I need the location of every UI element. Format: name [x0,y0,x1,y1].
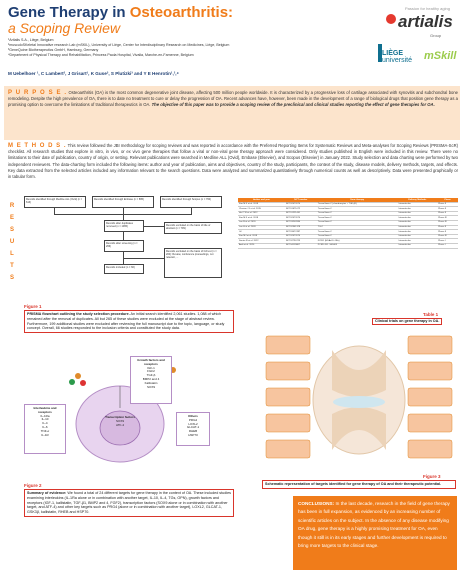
table-cell: Intraarticular [398,216,438,221]
table-cell: Phase III [437,234,458,239]
others-box [176,412,210,446]
table-cell: NCT02072070 [285,234,317,239]
figure-1-title: PRISMA flowchart outlining the study selection procedure. [27,312,130,316]
tf-item: ATF-4 [115,422,125,427]
joint-illustration [262,330,456,470]
figure-1-caption [24,310,234,333]
results-letter: S [9,227,14,233]
methods-heading: M E T H O D S . [8,143,67,149]
others-item: HSP70 [188,432,198,437]
table-cell: Phase II [437,230,458,235]
artialis-logo-icon [386,14,396,24]
fc-line [144,226,164,227]
interleukins-title: Interleukins and receptors [33,406,57,414]
fc-line [123,258,164,259]
purpose-section [8,90,458,109]
table-cell: TG-C [317,225,398,230]
purpose-heading: P U R P O S E . [8,90,68,96]
table-cell: Intraarticular [398,243,438,248]
table-cell: NCT04119687 [285,243,317,248]
purpose-text: Osteoarthritis (OA) is the most common degenerative joint disease, affecting 500 million people worldwide. It is characterized by a progressive loss of cartilage associated with synovitis and subchondral bone remodeling. Despite the high prevalence of OA, there is to date no treatment to cure or delay the progression of OA. Recent advances have, however, been made in the development of a range of biological drugs that position gene therapy as a promising option to overcome the limitations of traditional therapeutics in OA. [8,90,459,108]
table-cell: Lee B et al. 2020 [238,220,285,225]
fc-included: Records included (n = 66) [104,264,144,274]
table-cell: PCRX-201 / HG003 [317,243,398,248]
growth-item: TGF-β [146,373,156,378]
table-cell: NCT02790723 [285,239,317,244]
table-cell: FX201 (HDAd-IL-1Ra) [317,239,398,244]
liege-line-1: LIÈGE [382,50,404,57]
table-cell: Intraarticular [398,234,438,239]
table-header: NCT number [285,198,317,202]
table-cell: TissueGene-C [317,211,398,216]
affiliation-4: ⁴Department of Physical Therapy and Rehabilitation, Princess Paola Hospital, Vivalia, Marche-en-Famenne, Belgium [8,53,194,57]
title-highlight: Osteoarthritis: [129,4,234,21]
artialis-tagline: Passion for healthy aging [405,6,450,11]
table-cell: Intraarticular [398,211,438,216]
table-cell: TissueGene-C [317,220,398,225]
affiliation-1: ¹Artialis S.A., Liège, Belgium [8,38,54,42]
growth-item: BMP2 and 4 [142,376,160,381]
results-letter: T [10,263,14,269]
title-prefix: Gene Therapy in [8,4,130,21]
conclusions-text: In the last decade, research in the field of gene therapy has been in full expansion, as evidenced by an increasing number of scientific articles on the subject. In the absence of any disease modifying OA drug, gene therapy is a highly promising treatment for OA, even though it still is in its early stages and further development is required to bring more targets to the clinical stage. [298,501,450,549]
results-letter: L [10,251,14,257]
others-item: GLCAT-1 [186,425,200,430]
fc-excluded-1: Records excluded on the basis of title or abstract (n = 799) [164,222,222,234]
table-cell: NCT02341378 [285,225,317,230]
fc-screened: Records after screening (n = 266) [104,240,144,252]
growth-item: IGF-1 [147,365,155,370]
interleukin-item: TNF-α [40,428,50,433]
purpose-objective: The objective of this paper was to provide a scoping review of the preclinical and clinical studies reporting the effect of gene therapies for OA. [151,102,435,108]
methods-section [8,143,458,180]
table-cell: Cherian J J et al. 2015 [238,207,285,212]
table-cell: Phase III [437,220,458,225]
table-1-container [238,198,458,310]
interleukin-item: IL-1R [41,432,49,437]
table-cell: Andi et al. 2020 [238,243,285,248]
table-header: Gene therapy [317,198,398,202]
table-cell: Senter R et al. 2022 [238,239,285,244]
table-cell: TissueGene-C [317,230,398,235]
table-cell: Kim MJ et al. 2018 [238,234,285,239]
poster-title [8,4,233,21]
interleukin-item: IL-10 [41,417,49,422]
interleukins-box [24,404,66,454]
growth-factors-box [130,356,172,404]
table-cell: Intraarticular [398,239,438,244]
table-cell: TissueGene-C [317,216,398,221]
table-cell: TissueGene-C (chondrocytes + TGF-β1) [317,202,398,207]
mskill-logo: mSkill [424,50,457,62]
figure-1-label: Figure 1 [24,304,42,309]
table-1-title: Clinical trials on gene therapy in OA. [372,318,442,325]
table-cell: Intraarticular [398,220,438,225]
fc-line [123,232,124,240]
results-letter: E [9,215,14,221]
fc-excluded-2: Records excluded on the basis of full text (n = 200): Review, conference proceedings, not relevant, ... [164,248,222,278]
table-cell: Lee H et al. 2020 [238,225,285,230]
table-cell: Kim M K et al. 2018 [238,202,285,207]
table-cell: NCT02072070 [285,202,317,207]
results-letter: U [9,239,15,245]
others-item: LOXL2 [188,421,198,426]
table-cell: Intraarticular [398,225,438,230]
others-item: PRG4 [188,417,198,422]
fc-scopus: Records identified through Scopus (n = 760) [160,196,222,208]
figure-2-diagram [20,352,220,480]
artialis-group: Group [430,33,442,38]
growth-item: Kallistatin [144,380,158,385]
growth-item: FGF2 [147,369,155,374]
affiliation-3: ³GeneQuine Biotherapeutics GmbH, Hamburg, Germany [8,48,99,52]
table-cell: Phase III [437,216,458,221]
table-cell: NCT02072070 [285,216,317,221]
fc-medline: Records identified through Medline ALL (Ovid) (n = 613) [24,196,86,208]
affiliations [8,38,308,58]
table-cell: TissueGene-C [317,234,398,239]
table-cell: Phase I [437,239,458,244]
authors: M Uebelhoer ¹, C Lambert², J Grisart¹, K Guse³, S Plutizki³ and Y E Henrotin¹,²,⁴ [8,71,179,76]
others-title: Others [188,414,198,418]
figure-2-title: Summary of evidence: [27,491,67,495]
table-cell: Gf [238,230,285,235]
table-cell: Phase II [437,202,458,207]
results-label [8,200,16,284]
results-letter: R [9,203,15,209]
table-cell: Phase I [437,243,458,248]
table-header: Author and year [238,198,285,202]
table-cell: Intraarticular [398,230,438,235]
liege-line-2: université [382,57,412,64]
table-row [238,243,458,248]
others-item: RHEB [188,429,198,434]
conclusions-heading: CONCLUSIONS: [298,501,335,506]
table-header: Phase [437,198,458,202]
figure-2-text: We found a total of 24 different targets for gene therapy in the context of OA. These included studies examining interleukins (IL-1Ra alone or in combination with another target, IL-10, IL-4, TGs, OPN), growth factors and receptors (IGF-1, kallistatin, TGF-β1, BMP2 and 4, FGF2), transcription factors (SOX9 alone or in combination with another target, and ATF-4) and other key targets such as PRG4 (alone or in combination with another target), LOXL2, GLCAT-1, GSK3β, kallistatin, RHEB and HSP70. [27,491,231,515]
table-cell: Phase II [437,207,458,212]
figure-2-caption [24,489,234,517]
figure-3-caption: Schematic representation of targets identified for gene therapy of OA and their therapeutic potential. [262,480,456,489]
table-cell: NCT03203330 [285,220,317,225]
interleukin-item: IL-1Ra [40,413,50,418]
tf-item: SOX9 [115,418,124,423]
clinical-trials-table [238,198,458,249]
fc-embase: Records identified through Embase (n = 895) [92,196,154,208]
poster-subtitle: a Scoping Review [8,20,121,36]
figure-3-diagram [262,330,456,470]
affiliation-2: ²musculoSKeletal Innovative research Lab (mSKIL), University of Liège, Center for Interdisciplinary Research on Medicines, Liège, Belgium [8,43,230,47]
table-cell: NCT01221441 [285,211,317,216]
transcription-factors-title: Transcription factors [105,415,135,419]
table-cell: Phase II [437,211,458,216]
table-cell: TissueGene-C [317,207,398,212]
table-cell: Ha C W et al. 2012 [238,211,285,216]
results-letter: S [9,275,14,281]
table-cell: NCT03477487 [285,230,317,235]
conclusions-box [293,496,457,570]
table-cell: Intraarticular [398,202,438,207]
interleukin-item: IL-6 [42,424,48,429]
table-cell: NCT01671072 [285,207,317,212]
table-cell: Kim M K et al. 2018 [238,216,285,221]
transcription-factors-box [100,414,140,440]
table-cell: Intraarticular [398,207,438,212]
growth-item: SOX9 [146,384,155,389]
table-header: Delivery Methods [398,198,438,202]
figure-2-label: Figure 2 [24,483,42,488]
interleukin-item: IL-4 [42,421,48,426]
growth-factors-title: Growth factors and receptors [137,358,165,366]
figure-3-label: Figure 3 [423,474,441,479]
liege-logo [382,50,412,64]
prisma-flowchart [24,196,234,308]
figure-1-text: An initial search identified 2,061 studies. 1,088 of which remained after the removal of duplicates. All but 265 of these studies were excluded at the stage of abstract review. Furthermore, 199 additional studies were excluded after reviewing the full manuscript due to the topic, language, or study concept. Overall, 66 studies responded to the inclusion criteria and constituted the study data. [27,312,225,331]
artialis-logo: artialis [398,12,453,31]
table-cell: Phase II [437,225,458,230]
fc-duplicates: Records after duplicates removed (n = 1065) [104,220,144,232]
methods-text: This review followed the JBI methodology for scoping reviews and was reported in accordance with the Preferred Reporting Items for Systematic Reviews and Meta-analyses for Scoping Reviews (PRISMA-ScR) checklist. All research studies that explore in vitro, in vivo, or ex vivo gene therapies that follow a viral or non-viral gene therapy approach were considered. Only studies published in English were included in this review. There were no limitations to their date of publication, country of origin, or setting. Relevant publications were searched in Medline ALL (Ovid), Embase (Elsevier), and Scopus (Elsevier) in January 2022. Study selection and data charting were performed by two independent reviewers. The data-charting form included the following items: author and year of publication, aims and objectives, country of the study, participants, the context of the study, disease models, delivery methods, targets, and effects. Key data extracted from the selected articles included any information relevant to the search questions. Data were analyzed and summarized quantitatively through numerical counts as well as descriptively. Data were presented graphically or in tabular form. [8,143,459,180]
table-1-label: Table 1 [423,312,439,317]
